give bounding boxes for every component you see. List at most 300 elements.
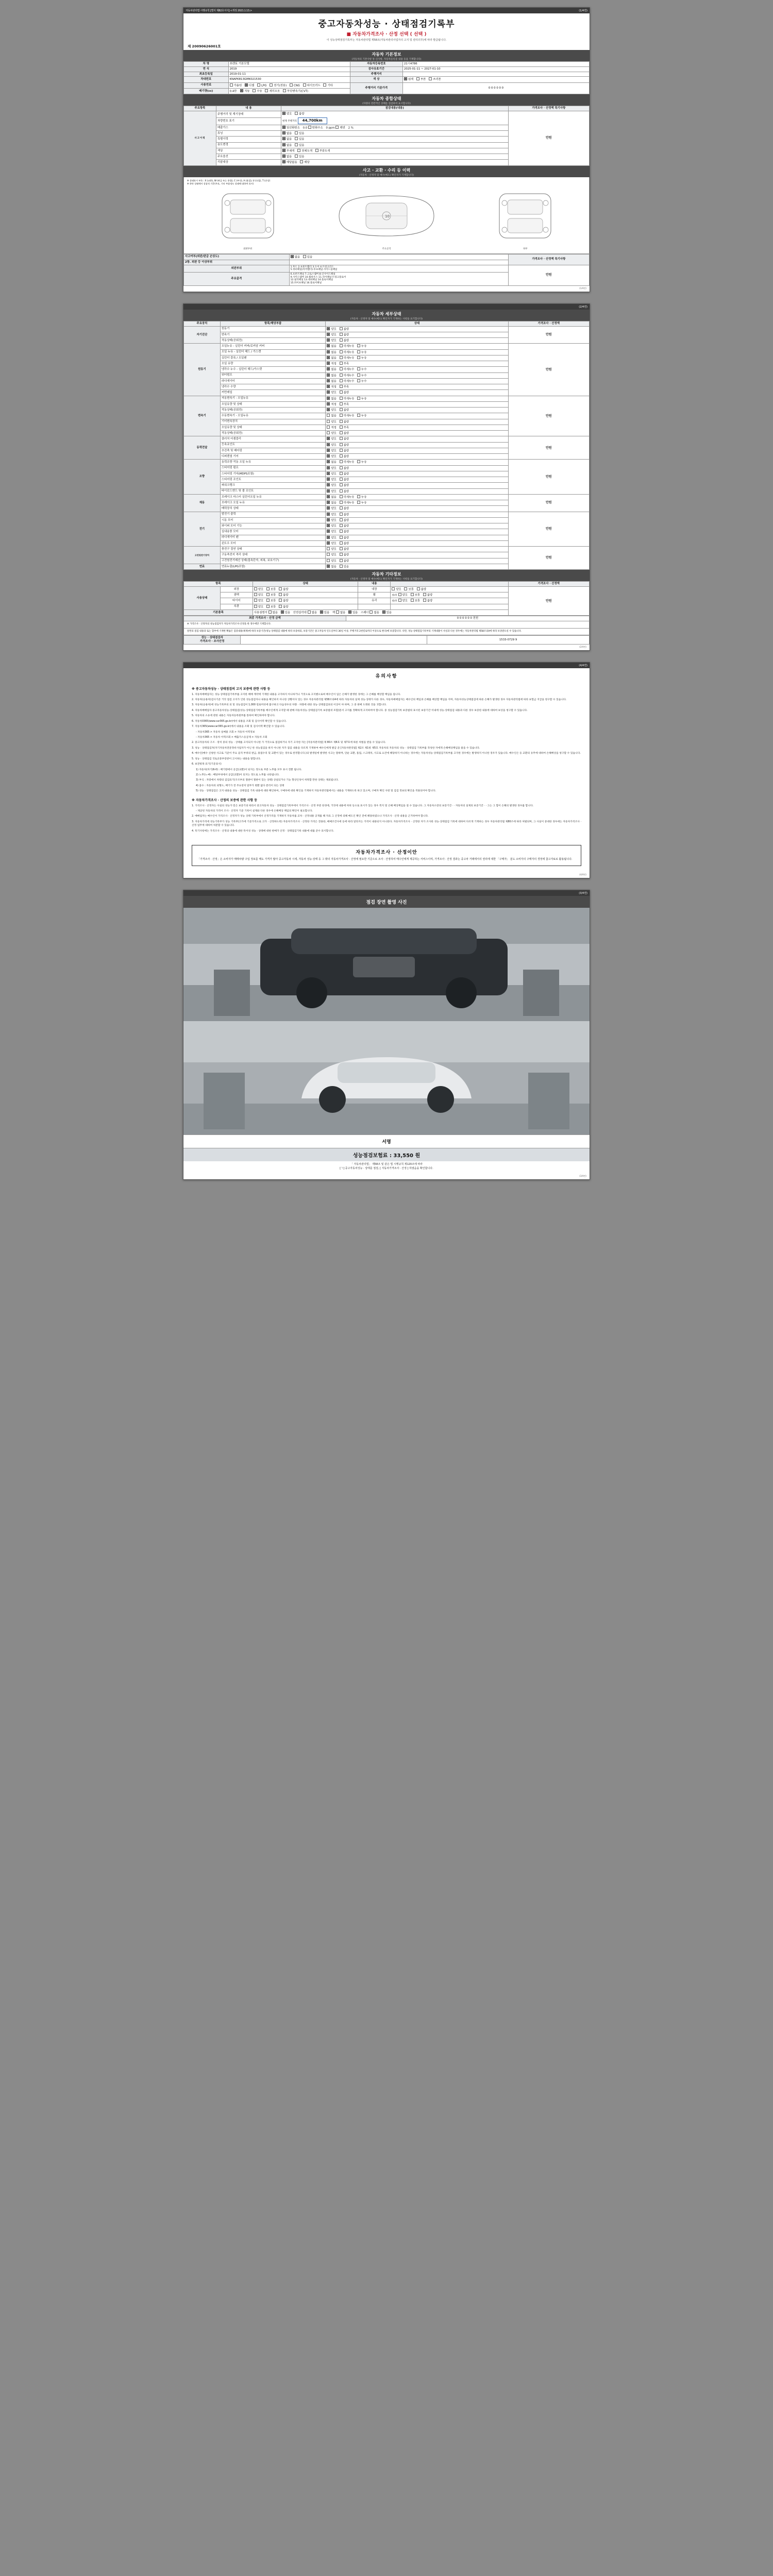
checkbox-good[interactable]: 양호	[327, 478, 336, 482]
digit-4: 0	[496, 86, 498, 90]
checkbox-bad[interactable]: 불량	[279, 593, 288, 597]
price-digit-1: 0	[457, 617, 459, 620]
photo-list	[183, 908, 590, 1134]
item-state	[326, 448, 508, 453]
car-diagram-right	[484, 188, 566, 250]
item-label: 클러치 어셈블리	[220, 436, 326, 442]
checkbox-proper[interactable]: 적정	[327, 426, 336, 430]
price-cell-engine: 만원	[508, 344, 589, 396]
row-opts-light	[253, 604, 358, 609]
checkbox-leak[interactable]: 누수	[357, 379, 366, 383]
checkbox-micro-leak[interactable]: 미세누유	[340, 344, 355, 348]
checkbox-usechange-yes[interactable]: 있음	[295, 143, 304, 147]
checkbox-color-partial[interactable]: 부분도색	[315, 149, 330, 153]
col-header-note: 가격조사 · 산정액 특기사항	[508, 106, 589, 111]
checkbox-bad[interactable]: 불량	[340, 449, 349, 453]
checkbox-leak[interactable]: 누유	[357, 397, 366, 401]
checkbox-good[interactable]: 양호	[392, 587, 401, 591]
checkbox-bad[interactable]: 불량	[340, 524, 349, 528]
checkbox-bad[interactable]: 불량	[340, 541, 349, 546]
item-label: 라디에이터	[220, 378, 326, 384]
checkbox-micro-leak[interactable]: 미세누유	[340, 350, 355, 354]
item-state	[326, 494, 508, 500]
row-opts-blank	[391, 604, 508, 609]
checkbox-good[interactable]: 양호	[327, 449, 336, 453]
band-accident	[183, 166, 590, 177]
checkbox-bad[interactable]: 불량	[423, 593, 432, 597]
frame-item-2: 9.사이드멤버 10.휠하우스 11.리어패널·트렁크플로어	[290, 276, 346, 279]
checkbox-leak[interactable]: 누유	[357, 501, 366, 505]
checkbox-good[interactable]: 양호	[398, 593, 408, 597]
band-overall-sub: (차량의 전반적인 상태를 점검하여 표시합니다)	[362, 103, 411, 105]
checkbox-bad[interactable]: 불량	[340, 483, 349, 487]
checkbox-fair[interactable]: 보통	[411, 599, 420, 603]
item-state	[326, 408, 508, 413]
price-cell-highvoltage: 만원	[508, 547, 589, 570]
opacity-value: 2	[348, 126, 350, 130]
checkbox-recall-yes[interactable]: 해당	[300, 160, 309, 164]
checkbox-bad[interactable]: 불량	[340, 530, 349, 534]
checkbox-bad[interactable]: 불량	[340, 431, 349, 435]
checkbox-color-original[interactable]: 무채색	[282, 149, 295, 153]
checkbox-mileage-bad[interactable]: 불량	[295, 112, 304, 116]
item-label: 브레이크 마스터 실린더오일 누유	[220, 494, 326, 500]
row-opts-wheel: 전/후 양호 보통 불량	[391, 592, 508, 598]
table-row	[184, 77, 590, 82]
checkbox-low[interactable]: 부족	[340, 426, 349, 430]
item-state	[326, 483, 508, 488]
checkbox-micro-leak[interactable]: 미세누유	[340, 495, 355, 499]
checkbox-manual-yes[interactable]: 있음	[281, 611, 290, 615]
checkbox-good[interactable]: 양호	[327, 559, 336, 563]
checkbox-leak[interactable]: 누유	[357, 495, 366, 499]
co-value: 0.0	[303, 126, 308, 130]
table-row	[184, 547, 590, 552]
checkbox-bad[interactable]: 불량	[340, 559, 349, 563]
notice-item: 3. 자동차(승용차)에 성능기록부의 의 및 성능점검이 1,000 킬로미터에 불구하고 다음경우의 차량 · 차량에 대한 성능·상태점검표의 이상이 야 하며, 그 중 판매 도래한 것을 귀합니다.	[192, 704, 387, 707]
checkbox-none[interactable]: 없음	[327, 495, 336, 499]
row-label-color: 색상	[216, 148, 281, 154]
checkbox-jack-none[interactable]: 없음	[336, 611, 345, 615]
car-diagram-center	[330, 188, 443, 250]
checkbox-none[interactable]: 없음	[327, 460, 336, 464]
checkbox-micro-leak[interactable]: 미세누유	[340, 414, 355, 418]
issuer-table	[183, 635, 590, 645]
checkbox-options-yes[interactable]: 있음	[295, 155, 304, 159]
table-row	[184, 586, 590, 592]
checkbox-leak[interactable]: 누유	[357, 460, 366, 464]
checkbox-fair[interactable]: 보통	[266, 599, 276, 603]
checkbox-good[interactable]: 양호	[327, 483, 336, 487]
item-state	[326, 506, 508, 512]
checkbox-bad[interactable]: 불량	[340, 506, 349, 511]
checkbox-none[interactable]: 없음	[327, 374, 336, 378]
checkbox-micro-leak[interactable]: 미세누유	[340, 460, 355, 464]
col-header-part: 항목/해당부품	[220, 321, 326, 326]
item-label: 작동상태(공회전)	[220, 338, 326, 344]
field-value-vin: KNAPK813GMK021530	[228, 77, 350, 82]
checkbox-low[interactable]: 부족	[340, 385, 349, 389]
checkbox-proper[interactable]: 적정	[327, 362, 336, 366]
table-row	[184, 396, 590, 401]
checkbox-accident-yes[interactable]: 있음	[303, 255, 312, 259]
checkbox-leak[interactable]: 누수	[357, 374, 366, 378]
checkbox-micro-leak[interactable]: 미세누수	[340, 379, 355, 383]
checkbox-micro-leak[interactable]: 미세누유	[340, 397, 355, 401]
checkbox-bad[interactable]: 불량	[340, 327, 349, 331]
checkbox-proper[interactable]: 적정	[327, 402, 336, 406]
field-label-inspection: 검사유효기간	[350, 66, 402, 72]
notice-item: - 자동차365 > 자동차 이력조회 > 배출가스등급제 > 자동차 조회	[196, 736, 267, 739]
checkbox-emission-hc[interactable]: 탄화수소	[308, 126, 323, 130]
checkbox-good[interactable]: 양호	[327, 431, 336, 435]
table-row	[184, 254, 590, 260]
checkbox-good[interactable]: 양호	[327, 472, 336, 476]
item-label: 와이퍼 모터 기능	[220, 523, 326, 529]
item-state	[326, 326, 508, 332]
checkbox-bad[interactable]: 불량	[340, 333, 349, 337]
checkbox-good[interactable]: 양호	[327, 553, 336, 557]
checkbox-leak[interactable]: 누유	[357, 350, 366, 354]
checkbox-leak[interactable]: 누유	[357, 414, 366, 418]
checkbox-bad[interactable]: 불량	[340, 338, 349, 343]
checkbox-trans-manual[interactable]: 수동	[253, 89, 262, 93]
digit-1: 0	[488, 86, 491, 90]
table-row	[184, 62, 590, 67]
page-title: 중고자동차성능 · 상태점검기록부	[318, 19, 455, 29]
notice-item: 3. 자동차가격에 성능기록부가 성능 기록부(고가에 기준가격으로 고가 · 산정하도록) 자동차가격조사 · 산정한 가격은 전용한, 매매조건사에 등에 따라 달라지는 가격이 내용되지 아니한다. 자동차가격조사 · 산정한 자가 조사한 성능·상태점검 기록에 대하여 다르게 기재하는 경우 자동차관리법 제80조에 따라 처벌되며, 그 사실이 중대한 경우에는 자동차가격조사 · 산정 업무에 대하여 처분할 수 있습니다.	[192, 820, 581, 827]
checkbox-fuel-lpg[interactable]: LPG	[257, 83, 266, 88]
photo-1-svg	[183, 908, 590, 1021]
checkbox-fair[interactable]: 보통	[411, 593, 420, 597]
checkbox-bad[interactable]: 불량	[340, 518, 349, 522]
checkbox-bad[interactable]: 불량	[340, 408, 349, 412]
checkbox-fuel-gasoline[interactable]: 가솔린	[230, 83, 242, 88]
checkbox-good[interactable]: 양호	[327, 506, 336, 511]
checkbox-bad[interactable]: 불량	[423, 599, 432, 603]
checkbox-good[interactable]: 양호	[327, 524, 336, 528]
checkbox-none[interactable]: 없음	[327, 501, 336, 505]
page-1-top-bar	[183, 8, 590, 13]
checkbox-low[interactable]: 부족	[340, 402, 349, 406]
accident-row-opts	[289, 254, 508, 260]
accident-row-label: 사고여부(외판/판금 손상도)	[184, 254, 290, 260]
checkbox-good[interactable]: 양호	[254, 587, 263, 591]
checkbox-bad[interactable]: 불량	[340, 420, 349, 424]
notice-subsection-title: 6. 보전항목 표기(기준표시)	[192, 763, 222, 766]
col-header-state2	[391, 582, 508, 587]
diagram-legend-2: ※ 하단 상태에서 상품적 기준(주요, 기타 부품정도 상태에 대하여 표시)	[187, 182, 254, 185]
checkbox-none[interactable]: 없음	[327, 397, 336, 401]
page-2-footer: (2/4면)	[579, 645, 586, 648]
checkbox-micro-leak[interactable]: 미세누수	[340, 367, 355, 371]
checkbox-fair[interactable]: 보통	[266, 587, 276, 591]
item-state	[326, 517, 508, 523]
table-row	[184, 436, 590, 442]
digit-3: 0	[494, 86, 496, 90]
frame-item-3: 12.필러패널 13.대쉬패널 14.플로어패널	[290, 279, 333, 282]
group-usestate: 사용상태	[184, 586, 221, 609]
field-value-displacement	[228, 88, 350, 94]
displacement-value: 0.4만	[229, 90, 237, 93]
band-basic-sub: (자동차의 기본사항 통·신사항, 자동차등록증 내용 등을 기재합니다)	[351, 58, 422, 61]
checkbox-color-solid[interactable]: 원색	[404, 77, 413, 81]
checkbox-leak[interactable]: 누수	[357, 367, 366, 371]
checkbox-good[interactable]: 양호	[254, 593, 263, 597]
checkbox-triangle-yes[interactable]: 있음	[320, 611, 329, 615]
item-label: 자동변속기 - 오일누유	[220, 396, 326, 401]
checkbox-none[interactable]: 없음	[327, 367, 336, 371]
table-row	[184, 82, 590, 88]
checkbox-good[interactable]: 양호	[327, 513, 336, 517]
row-label-mileage: 주행거리 및 계기상태	[216, 111, 281, 118]
checkbox-good[interactable]: 양호	[327, 391, 336, 395]
checkbox-leak[interactable]: 누유	[357, 356, 366, 360]
checkbox-good[interactable]: 양호	[327, 536, 336, 540]
diagram-legend: ※ 상태표시 부호 : X (교환), W (판금 또는 용접), C (부식), A (흠집), U (요철), T (손상)	[187, 179, 271, 182]
field-value-color	[402, 77, 589, 82]
checkbox-fair[interactable]: 보통	[266, 593, 276, 597]
issuer-label-1: 성능 · 상태점검자	[201, 636, 223, 640]
checkbox-spanner-yes[interactable]: 있음	[382, 611, 392, 615]
row-label-recall: 리콜대상	[216, 160, 281, 165]
checkbox-good[interactable]: 양호	[327, 420, 336, 424]
item-state	[326, 552, 508, 558]
checkbox-fuel-electric[interactable]: 전기(전용)	[270, 83, 287, 88]
checkbox-good[interactable]: 양호	[327, 454, 336, 459]
checkbox-micro-leak[interactable]: 미세누유	[340, 501, 355, 505]
checkbox-micro-leak[interactable]: 미세누수	[340, 374, 355, 378]
item-state	[326, 436, 508, 442]
checkbox-spanner-none[interactable]: 없음	[369, 611, 379, 615]
group-self-diagnosis: 자기진단	[184, 326, 221, 344]
checkbox-none[interactable]: 없음	[327, 379, 336, 383]
checkbox-triangle-none[interactable]: 없음	[308, 611, 317, 615]
checkbox-emission-co[interactable]: 일산화탄소	[282, 126, 300, 130]
price-cell-powertrain: 만원	[508, 436, 589, 460]
group-brake: 제동	[184, 494, 221, 512]
row-label-blank	[358, 604, 391, 609]
smoke-unit: ppm	[328, 126, 335, 130]
row-label-light: 속광	[220, 604, 253, 609]
checkbox-none[interactable]: 없음	[327, 414, 336, 418]
checkbox-bad[interactable]: 불량	[340, 553, 349, 557]
item-label: 스티어링 펌프	[220, 465, 326, 471]
checkbox-jack-yes[interactable]: 있음	[348, 611, 358, 615]
checkbox-tuning-none[interactable]: 없음	[282, 131, 292, 135]
car-caption-right: 하부	[523, 247, 528, 250]
item-label: 등속죠인트	[220, 442, 326, 448]
checkbox-fuel-etc[interactable]: 기타	[323, 83, 332, 88]
recall-opts	[281, 160, 508, 165]
jack-label: 잭	[332, 611, 335, 615]
checkbox-fair[interactable]: 보통	[266, 605, 276, 609]
checkbox-good[interactable]: 양호	[327, 443, 336, 447]
checkbox-color-two[interactable]: 투톤	[416, 77, 426, 81]
checkbox-good[interactable]: 양호	[327, 466, 336, 470]
checkbox-recall-na[interactable]: 해당없음	[282, 160, 297, 164]
photo-footer	[183, 1161, 590, 1174]
item-state	[326, 338, 508, 344]
checkbox-good[interactable]: 양호	[327, 437, 336, 441]
car-side-left-svg	[207, 188, 289, 244]
item-state	[326, 361, 508, 367]
checkbox-special-yes[interactable]: 있음	[295, 137, 304, 141]
page-subtitle-note: 이 성능상태점검기록부는 자동차관리법 제58조(자동차관리사업자의 고지 및 관리의무)에 따라 발급됩니다.	[326, 39, 447, 42]
item-state	[326, 535, 508, 540]
checkbox-fair[interactable]: 보통	[404, 587, 413, 591]
row-opts-exterior	[253, 586, 358, 592]
checkbox-bad[interactable]: 불량	[279, 587, 288, 591]
checkbox-good[interactable]: 양호	[327, 518, 336, 522]
checkbox-micro-leak[interactable]: 미세누유	[340, 356, 355, 360]
row-label-wheel: 휠	[358, 592, 391, 598]
row-label-options: 주요옵션	[216, 154, 281, 160]
outer-parts-label: 외판부위	[184, 265, 290, 272]
table-row	[184, 66, 590, 72]
opacity-unit: %	[350, 126, 354, 130]
tuning-opts	[281, 131, 508, 137]
checkbox-good[interactable]: 양호	[327, 530, 336, 534]
item-state	[326, 471, 508, 477]
checkbox-good[interactable]: 양호	[327, 408, 336, 412]
checkbox-bad[interactable]: 불량	[340, 472, 349, 476]
item-state	[326, 529, 508, 535]
checkbox-none[interactable]: 없음	[327, 350, 336, 354]
notice-item: 5. 성능 · 상태점검 국토교통부장관이 고시하는 내용을 말합니다.	[192, 757, 261, 760]
checkbox-proper[interactable]: 적정	[327, 385, 336, 389]
checkbox-color-full[interactable]: 전체도색	[297, 149, 312, 153]
checkbox-yes[interactable]: 있음	[340, 565, 349, 569]
checkbox-none[interactable]: 없음	[327, 565, 336, 569]
checkbox-options-none[interactable]: 없음	[282, 155, 292, 159]
checkbox-special-none[interactable]: 없음	[282, 137, 292, 141]
checkbox-fuel-hybrid[interactable]: 하이브리드	[303, 83, 321, 88]
table-row	[184, 72, 590, 77]
checkbox-bad[interactable]: 불량	[417, 587, 426, 591]
checkbox-bad[interactable]: 불량	[340, 547, 349, 551]
checkbox-fuel-cng[interactable]: CNG	[290, 83, 300, 88]
photo-footer-line-2: [ㄱ] 중고자동차성능 · 상태를 점검, [ 자동차가격조사 · 산정 ] 하였음을 확인합니다.	[340, 1166, 433, 1170]
page-3-top-bar	[183, 663, 590, 668]
checkbox-good[interactable]: 양호	[327, 333, 336, 337]
band-detail-sub: (자동차 · 산정자 및 매수(매도) 확인자가 기재하는 사항을 표기합니다)	[350, 317, 423, 320]
checkbox-trans-cvt[interactable]: 무단변속기(CVT)	[283, 89, 308, 93]
checkbox-good[interactable]: 양호	[254, 599, 263, 603]
checkbox-good[interactable]: 양호	[327, 338, 336, 343]
checkbox-bad[interactable]: 불량	[340, 454, 349, 459]
page-4	[183, 890, 590, 1180]
checkbox-bad[interactable]: 불량	[340, 466, 349, 470]
checkbox-bad[interactable]: 불량	[340, 443, 349, 447]
checkbox-leak[interactable]: 누유	[357, 344, 366, 348]
notice-item: 5. 자동차의 소유에 관한 내용은 자동차등록원부를 통하여 확인하여야 합니다.	[192, 715, 275, 718]
outer-parts-list	[289, 265, 508, 272]
checkbox-trans-semi[interactable]: 세미오토	[265, 89, 280, 93]
checkbox-low[interactable]: 부족	[340, 362, 349, 366]
band-basic-title: 자동차 기본정보	[372, 52, 401, 57]
form-reference: 자동차관리법 시행규칙 [별지 제82호서식] <개정 2021.1.13.>	[186, 9, 252, 12]
checkbox-good[interactable]: 양호	[327, 327, 336, 331]
checkbox-good[interactable]: 양호	[327, 547, 336, 551]
checkbox-bad[interactable]: 불량	[340, 478, 349, 482]
final-price-table	[183, 616, 590, 621]
item-state	[326, 488, 508, 494]
spanner-label: 스패너	[361, 611, 369, 615]
col-header-content: 내 용	[216, 106, 281, 111]
other-price-cell: 만원	[508, 586, 589, 615]
item-label: 시동 모터	[220, 517, 326, 523]
notice-item: 2) 노후(노-4) : 배당부위에서 공급(교환)이 되지는 정도로 노후를 나타냅니다.	[196, 773, 280, 776]
item-state	[326, 378, 508, 384]
item-label: 파워크랭크	[220, 483, 326, 488]
checkbox-color-three[interactable]: 쓰리톤	[429, 77, 441, 81]
signature-label: 서명	[183, 1134, 590, 1148]
field-label-displacement: 배기량(cc)	[184, 88, 229, 94]
checkbox-usechange-none[interactable]: 없음	[282, 143, 292, 147]
checkbox-good[interactable]: 양호	[254, 605, 263, 609]
checkbox-trans-auto[interactable]: 자동	[240, 89, 249, 93]
col-header-main: 주요항목	[184, 106, 216, 111]
table-header-row	[184, 582, 590, 587]
col-header-item: 항목	[184, 582, 253, 587]
item-state	[326, 332, 508, 337]
col-header-state: 상태	[326, 321, 508, 326]
checkbox-good[interactable]: 양호	[398, 599, 408, 603]
car-caption-left: 외판부위	[243, 247, 253, 250]
band-photos: 점검 장면 촬영 사진	[183, 896, 590, 908]
checkbox-bad[interactable]: 불량	[279, 599, 288, 603]
table-row	[184, 326, 590, 332]
notice-item: 1. 가격조사 · 산정자는 사실의 성능가 믿은 보증기의 따라서 중고자동차 성능 · 상태점검기록부에서 가격조사 · 산정 부분 한경에, 거짓에 내용에 허위 등으로 표시가 있는 경우 복지 및 손해 배상책임을 질 수 있습니다. 그 자동차소장의 보증기간 · · 자동차의 실제의 보증기간 · · 그는 그 합이 손해의 발생한 경우를 합니다.	[192, 804, 533, 807]
field-value-year: 2019	[228, 66, 350, 72]
page-number-1: (1/4면)	[579, 9, 587, 12]
band-basic-info	[183, 50, 590, 61]
checkbox-mileage-good[interactable]: 양호	[282, 112, 292, 116]
checkbox-emission-smoke[interactable]: 매연	[335, 126, 345, 130]
checkbox-accident-none[interactable]: 없음	[291, 255, 300, 259]
triangle-label: 안전삼각대	[293, 611, 307, 615]
notice-item: 3. 성능 · 상태점검자(자기자동차전문정비사업자가 아닌 한 성능점검을 하지 아니한 자가 점검 내용을 다르게 기재하여 매수인에게 발급 준 [자동차관리법] 제2조 제1항 제5호 자동차의 자동차의 성능 · 상태점검 기록부를 작성한 자에게 손해배상책임을 물을 수 있습니다.	[192, 747, 480, 750]
checkbox-none[interactable]: 없음	[327, 356, 336, 360]
item-label: 수동변속기 - 오일누유	[220, 413, 326, 419]
photo-footer-line-1: 「 자동차관리법」 제58조 및 같은 법 시행규칙 제120조에 따라	[350, 1163, 423, 1166]
digit-6: 0	[501, 86, 504, 90]
checkbox-good[interactable]: 양호	[327, 541, 336, 546]
checkbox-tuning-yes[interactable]: 있음	[295, 131, 304, 135]
checkbox-fuel-diesel[interactable]: 디젤	[245, 83, 254, 88]
field-value-fuel	[228, 82, 350, 88]
table-row	[184, 265, 590, 272]
checkbox-none[interactable]: 없음	[327, 344, 336, 348]
checkbox-bad[interactable]: 불량	[340, 536, 349, 540]
item-state	[326, 390, 508, 396]
checkbox-manual-none[interactable]: 없음	[268, 611, 278, 615]
table-row	[184, 494, 590, 500]
checkbox-bad[interactable]: 불량	[340, 437, 349, 441]
notice-item: - 자동차365 > 자동차 실매물 조회 > 자동차 이력정보	[196, 731, 255, 734]
checkbox-bad[interactable]: 불량	[340, 391, 349, 395]
checkbox-bad[interactable]: 불량	[340, 489, 349, 494]
notice-item: 4) 흠수 : 자동차의 외형도, 배기가 전 주요장치 달부가 변환 없다 분리이 되는 상태	[196, 784, 284, 787]
price-cell-brake: 만원	[508, 494, 589, 512]
checkbox-bad[interactable]: 불량	[340, 513, 349, 517]
item-state	[326, 425, 508, 430]
price-cell-transmission: 만원	[508, 396, 589, 436]
checkbox-bad[interactable]: 불량	[279, 605, 288, 609]
checkbox-good[interactable]: 양호	[327, 489, 336, 494]
basic-items-label: 기본품목	[184, 609, 253, 615]
